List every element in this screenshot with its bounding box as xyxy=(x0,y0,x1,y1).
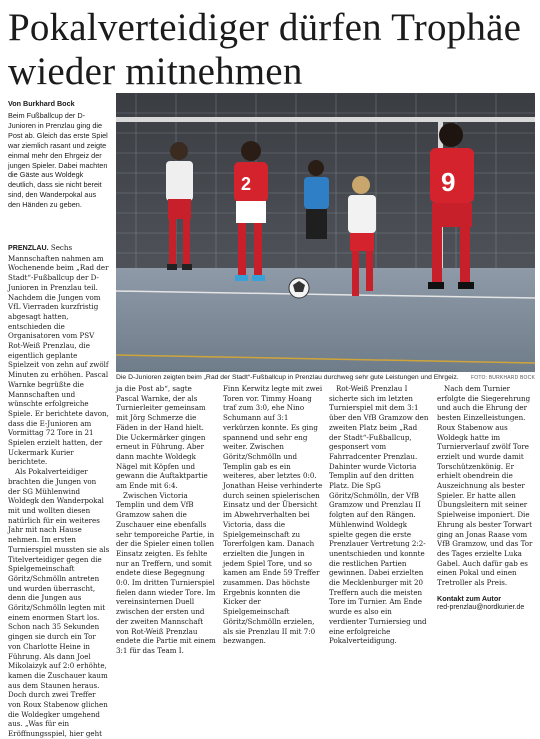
jersey-number: 9 xyxy=(441,167,456,197)
contact-label: Kontakt zum Autor xyxy=(437,593,502,603)
body-column-2 xyxy=(116,384,216,656)
dateline: PRENZLAU. xyxy=(8,244,49,252)
photo-credit: FOTO: BURKHARD BOCK xyxy=(471,375,535,381)
body-column-3 xyxy=(223,384,324,646)
paragraph: Rot-Weiß Prenzlau I sicherte sich im letzten Turnierspiel mit dem 3:1 über den VfB Gramzow den zweiten Platz beim „Rad der Stadt“-Fußballcup, gesponsert vom Fahrradcenter Prenzlau. Dahinter wurde Victoria Templin auf den dritten Platz. Die SpG Göritz/Schmölln, der VfB Gramzow und Prenzlau II folgten auf den Rängen. Mühlenwind Woldegk spielte gegen die erste Prenzlauer Vertretung 2:2-unentschieden und konnte die restlichen Partien gewinnen. Dabei erzielten die Mecklenburger mit 20 Treffern auch die meisten Tore im Turnier. Am Ende wurde es also ein verdienter Turniersieg und eine erfolgreiche Pokalverteidigung. xyxy=(329,384,429,646)
caption-text: Die D-Junioren zeigten beim „Rad der Stadt“-Fußballcup in Prenzlau durchweg sehr gute Leistungen und Ehrgeiz. xyxy=(116,374,459,381)
paragraph: Nach dem Turnier erfolgte die Siegerehrung und auch die Ehrung der besten Einzelleistungen. Roux Stabenow aus Woldegk hatte im Turnierverlauf zwölf Tore erzielt und wurde damit Torschützenkönig. Er erhielt obendrein die Auszeichnung als bester Spieler. Er hatte allen Übungsleitern mit seiner Spielweise imponiert. Die Ehrung als bester Torwart ging an Jonas Raase vom VfB Gramzow, und das Tor des Tages erzielte Luka Gabel. Auch dafür gab es einen Pokal und einen Tretroller als Preis. xyxy=(437,384,533,588)
photo-caption xyxy=(116,374,535,381)
body-column-4 xyxy=(329,384,430,646)
paragraph: Als Pokalverteidiger brachten die Jungen von der SG Mühlenwind Woldegk den Wanderpokal mit und wollten diesen natürlich für ein weiteres Jahr mit nach Hause nehmen. Im ersten Turnierspiel mussten sie als Titelverteidiger gegen die Spielgemeinschaft Göritz/Schmölln antreten und wurden überrascht, denn die Jungen aus Göritz/Schmölln legten mit einem enormen Start los. Schon nach 35 Sekunden gingen sie durch ein Tor von Charlotte Heine in Führung. Als dann Joel Mikolaizyk auf 2:0 erhöhte, kamen die Zuschauer kaum aus dem Staunen heraus. Doch durch zwei Treffer von Roux Stabenow glichen die Woldegker umgehend aus. „Was für ein Eröffnungsspiel, hier geht xyxy=(8,467,110,739)
jersey-number: 2 xyxy=(241,174,252,194)
paragraph: Zwischen Victoria Templin und dem VfB Gramzow sahen die Zuschauer eine ebenfalls sehr temporeiche Partie, in der die Spieler einen tollen Einsatz zeigten. Es fehlte nur an Treffern, und somit endete diese Begegnung 0:0. Im dritten Turnierspiel fielen dann wieder Tore. Im vereinsinternen Duell zwischen der ersten und der zweiten Mannschaft von Rot-Weiß Prenzlau endete die Partie mit einem 3:1 für das Team I. xyxy=(116,490,216,655)
contact-email[interactable]: red-prenzlau@nordkurier.de xyxy=(437,604,525,612)
paragraph-text: Sechs Mannschaften nahmen am Wochenende beim „Rad der Stadt“-Fußballcup der D-Junioren in Prenzlau teil. Nachdem die Jungen vom VfL Vierraden kurzfristig abgesagt hatten, entschieden die Organisatoren vom PSV Rot-Weiß Prenzlau, die eigentlich geplante Spielzeit von zehn auf zwölf Minuten zu erhöhen. Pascal Warnke begrüßte die Mannschaften und wünschte erfolgreiche Spiele. Er berichtete davon, dass die E-Junioren am Vormittag 72 Tore in 21 Spielen erzielt hatten, der Uckermark Kurier berichtete. xyxy=(8,243,109,467)
article-headline: Pokalverteidiger dürfen Trophäe wieder mitnehmen xyxy=(8,6,522,93)
body-column-1 xyxy=(8,243,110,739)
paragraph: Finn Kerwitz legte mit zwei Toren vor. Timmy Hoang traf zum 3:0, ehe Nino Schumann auf 3:1 verkürzen konnte. Es ging spannend und sehr eng weiter. Zwischen Göritz/Schmölln und Templin gab es ein weiteres, aber letztes 0:0. Jonathan Heise verhinderte durch seinen spielerischen Einsatz und der Übersicht im Abwehrverhalten bei Victoria, dass die Spielgemeinschaft zu Torerfolgen kam. Danach erzielten die Jungen in jedem Spiel Tore, und so kamen am Ende 59 Treffer zusammen. Das höchste Ergebnis konnten die Kicker der Spielgemeinschaft Göritz/Schmölln erzielen, als sie Prenzlau II mit 7:0 bezwangen. xyxy=(223,384,323,646)
paragraph: ja die Post ab“, sagte Pascal Warnke, der als Turnierleiter gemeinsam mit Jörg Schmerze die Fäden in der Hand hielt. Die Uckermärker gingen erneut in Führung. Aber dann machte Woldegk Nägel mit Köpfen und gewann die Auftaktpartie am Ende mit 6:4. xyxy=(116,384,208,491)
article-teaser: Beim Fußballcup der D-Junioren in Prenzlau ging die Post ab. Gleich das erste Spiel war ziemlich rasant und zeigte einmal mehr den Ehrgeiz der jungen Spieler. Dabei machten die Gäste aus Woldegk deutlich, dass sie nicht bereit sind, den Wanderpokal aus den Händen zu geben. xyxy=(8,111,108,210)
body-column-5 xyxy=(437,384,535,613)
football-match-photo xyxy=(116,93,535,372)
byline: Von Burkhard Bock xyxy=(8,99,75,108)
paragraph xyxy=(8,243,110,467)
article-photo xyxy=(116,93,535,372)
